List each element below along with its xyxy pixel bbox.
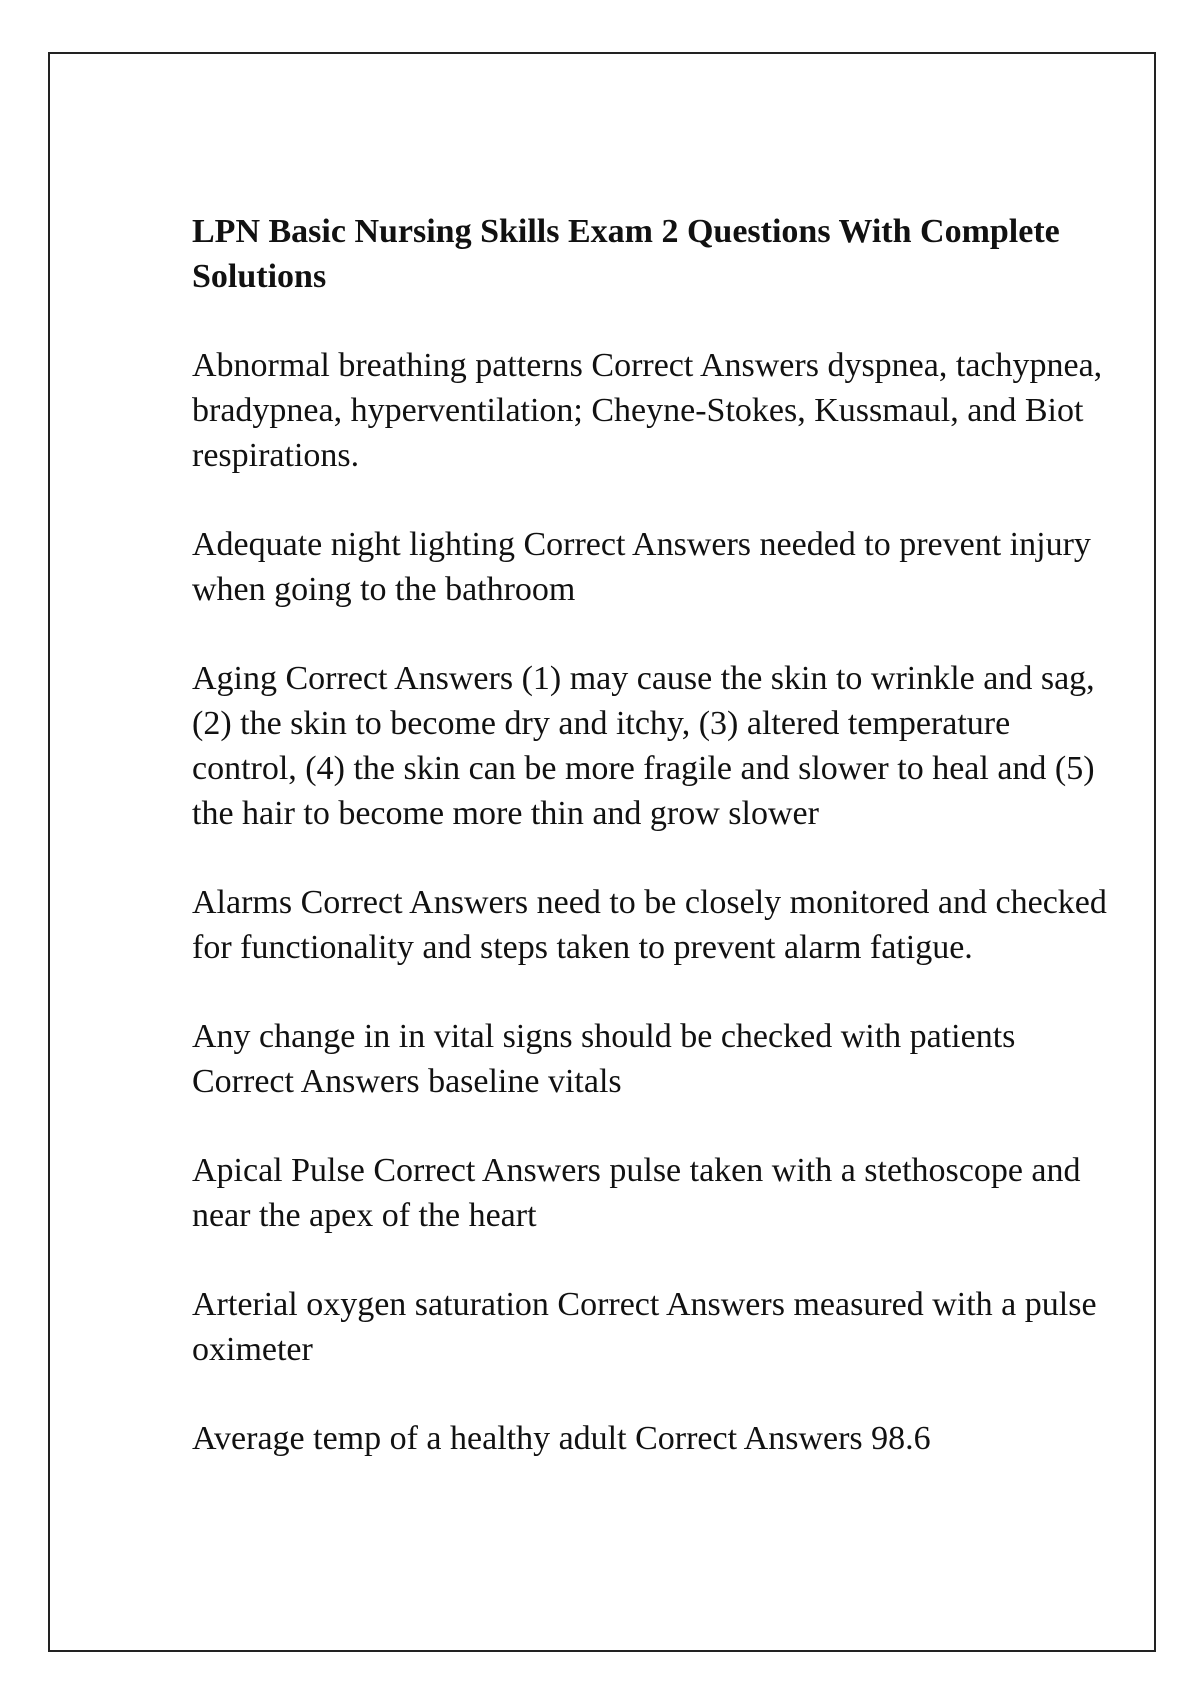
qa-answer-marker: Correct Answers — [635, 1420, 863, 1457]
qa-answer-marker: Correct Answers — [192, 1063, 420, 1100]
qa-term: Abnormal breathing patterns — [192, 347, 583, 384]
qa-term: Alarms — [192, 884, 293, 921]
qa-answer-marker: Correct Answers — [285, 660, 514, 697]
qa-answer: pulse taken with a stethoscope and near the apex of the heart — [192, 1152, 1090, 1234]
qa-answer: measured with a pulse oximeter — [192, 1286, 1106, 1368]
qa-term: Aging — [192, 660, 277, 697]
qa-term: Adequate night lighting — [192, 526, 515, 563]
qa-item — [192, 880, 1122, 970]
qa-answer: dyspnea, tachypnea, bradypnea, hyperventilation; Cheyne-Stokes, Kussmaul, and Biot respirations. — [192, 347, 1111, 474]
qa-answer-marker: Correct Answers — [557, 1286, 785, 1323]
document-title: LPN Basic Nursing Skills Exam 2 Questions With Complete Solutions — [192, 213, 1060, 295]
qa-term: Any change in in vital signs should be checked with patients — [192, 1018, 1016, 1055]
qa-answer: needed to prevent injury when going to the bathroom — [192, 526, 1100, 608]
document-page — [48, 52, 1156, 1652]
qa-answer: (1) may cause the skin to wrinkle and sag, (2) the skin to become dry and itchy, (3) altered temperature control, (4) the skin can be more fragile and slower to heal and (5) the hair to become more thin and grow slower — [192, 660, 1104, 832]
qa-item — [192, 522, 1122, 612]
document-body — [192, 209, 1122, 1505]
qa-item — [192, 656, 1122, 836]
qa-answer-marker: Correct Answers — [373, 1152, 601, 1189]
qa-item — [192, 1014, 1122, 1104]
qa-answer-marker: Correct Answers — [523, 526, 752, 563]
qa-answer-marker: Correct Answers — [591, 347, 819, 384]
qa-item — [192, 1282, 1122, 1372]
qa-item — [192, 1148, 1122, 1238]
qa-item — [192, 1416, 1122, 1461]
qa-term: Apical Pulse — [192, 1152, 365, 1189]
qa-item — [192, 343, 1122, 478]
qa-term: Average temp of a healthy adult — [192, 1420, 627, 1457]
qa-answer-marker: Correct Answers — [300, 884, 529, 921]
qa-term: Arterial oxygen saturation — [192, 1286, 549, 1323]
qa-answer: need to be closely monitored and checked for functionality and steps taken to prevent alarm fatigue. — [192, 884, 1116, 966]
qa-answer: baseline vitals — [428, 1063, 622, 1100]
qa-answer: 98.6 — [871, 1420, 931, 1457]
